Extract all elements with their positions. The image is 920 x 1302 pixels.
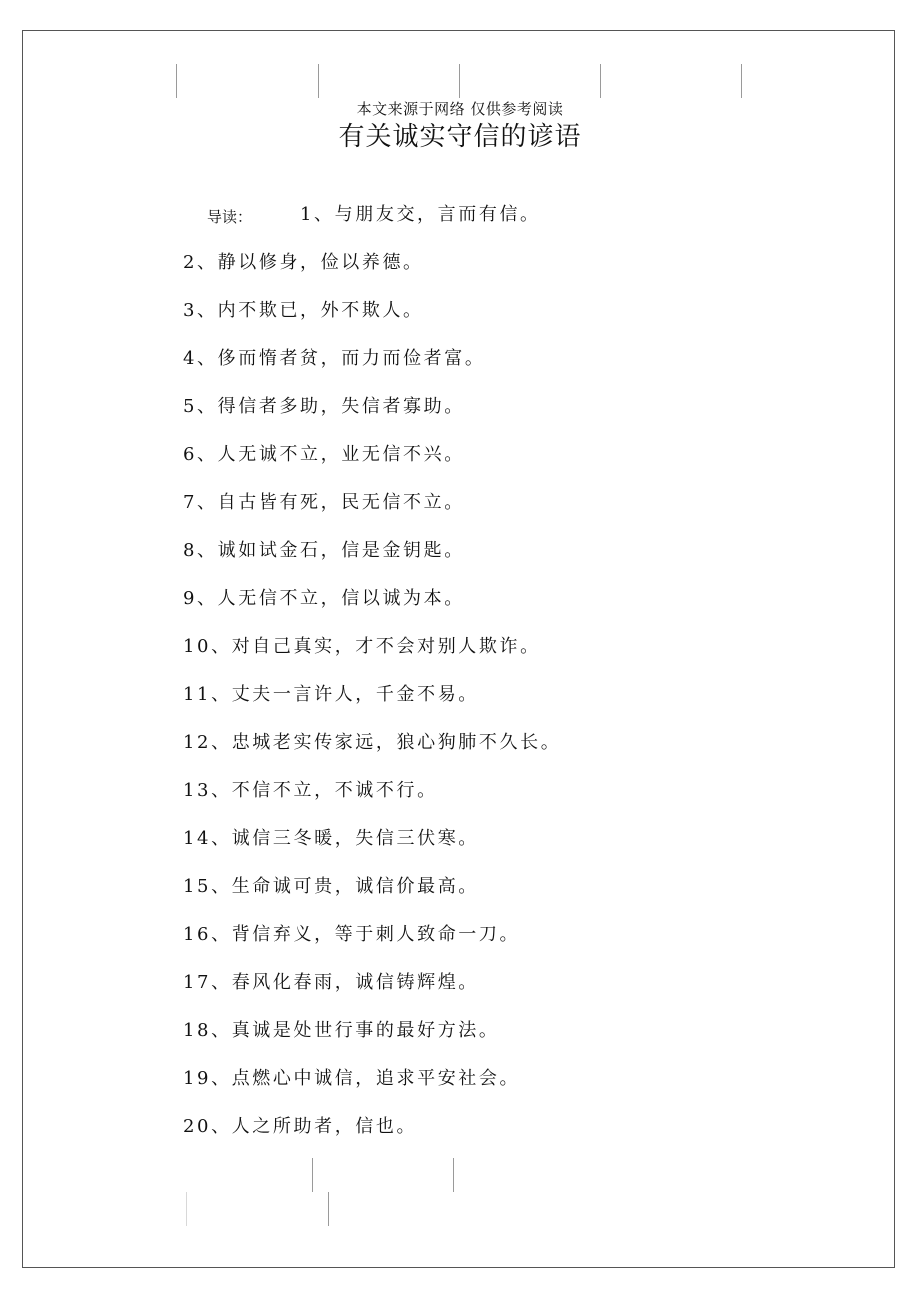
header-divider [318,64,319,98]
intro-label: 导读： [207,208,253,226]
header-divider [741,64,742,98]
saying-item: 16、背信弃义，等于刺人致命一刀。 [183,924,521,945]
page-title: 有关诚实守信的谚语 [338,122,582,152]
saying-item: 8、诚如试金石，信是金钥匙。 [183,540,465,561]
saying-item: 10、对自己真实，才不会对别人欺诈。 [183,636,541,657]
footer-divider [312,1158,313,1192]
header-divider [600,64,601,98]
saying-item: 4、侈而惰者贫，而力而俭者富。 [183,348,486,369]
footer-divider [453,1158,454,1192]
header-divider [459,64,460,98]
saying-item: 15、生命诚可贵，诚信价最高。 [183,876,479,897]
saying-item: 3、内不欺已，外不欺人。 [183,300,424,321]
saying-item: 1、与朋友交，言而有信。 [300,204,541,225]
footer-divider [186,1192,187,1226]
saying-item: 6、人无诚不立，业无信不兴。 [183,444,465,465]
saying-item: 2、静以修身，俭以养德。 [183,252,424,273]
saying-item: 18、真诚是处世行事的最好方法。 [183,1020,500,1041]
saying-item: 5、得信者多助，失信者寡助。 [183,396,465,417]
saying-item: 11、丈夫一言许人，千金不易。 [183,684,479,705]
saying-item: 19、点燃心中诚信，追求平安社会。 [183,1068,521,1089]
footer-divider [328,1192,329,1226]
saying-item: 20、人之所助者，信也。 [183,1116,418,1137]
saying-item: 9、人无信不立，信以诚为本。 [183,588,465,609]
saying-item: 13、不信不立，不诚不行。 [183,780,438,801]
saying-item: 7、自古皆有死，民无信不立。 [183,492,465,513]
saying-item: 14、诚信三冬暖，失信三伏寒。 [183,828,479,849]
saying-item: 12、忠城老实传家远，狼心狗肺不久长。 [183,732,562,753]
source-note: 本文来源于网络 仅供参考阅读 [356,100,564,118]
header-divider [176,64,177,98]
saying-item: 17、春风化春雨，诚信铸辉煌。 [183,972,479,993]
